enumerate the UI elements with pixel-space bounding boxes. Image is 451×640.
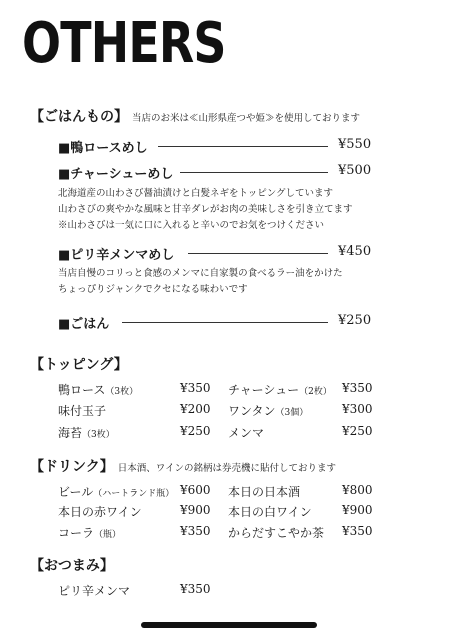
menu-item-price: ¥350 bbox=[180, 381, 211, 395]
menu-item-price: ¥450 bbox=[338, 244, 372, 259]
menu-item-price: ¥500 bbox=[338, 163, 372, 178]
leader-line bbox=[188, 253, 328, 254]
menu-item-name bbox=[228, 524, 324, 541]
menu-item-name bbox=[58, 483, 174, 500]
menu-item-name bbox=[58, 381, 138, 398]
section-drink-title: 【ドリンク】 bbox=[30, 459, 114, 475]
section-gohan-heading bbox=[30, 106, 360, 126]
item-label: コーラ bbox=[58, 526, 95, 540]
item-sublabel: （3個） bbox=[275, 408, 309, 418]
section-drink-heading bbox=[30, 456, 336, 476]
item-label: 鴨ロース bbox=[58, 383, 106, 397]
item-label: 味付玉子 bbox=[58, 404, 107, 418]
menu-item-price: ¥350 bbox=[342, 381, 373, 395]
section-drink-note: 日本酒、ワインの銘柄は券売機に貼付しております bbox=[117, 463, 336, 474]
menu-item-name bbox=[228, 402, 308, 419]
menu-item-name bbox=[58, 524, 121, 541]
menu-item-price: ¥800 bbox=[342, 483, 373, 497]
home-indicator[interactable] bbox=[141, 622, 317, 628]
menu-item-price: ¥200 bbox=[180, 402, 211, 416]
section-topping-heading: 【トッピング】 bbox=[30, 357, 128, 373]
menu-item-description bbox=[58, 186, 353, 234]
item-sublabel: （2枚） bbox=[299, 387, 332, 397]
menu-item-price: ¥250 bbox=[338, 313, 372, 328]
menu-item-name bbox=[58, 402, 106, 419]
description-line: 山わさびの爽やかな風味と甘辛ダレがお肉の美味しさを引き立てます bbox=[58, 204, 353, 215]
menu-item-name bbox=[228, 483, 300, 500]
menu-item-price: ¥550 bbox=[338, 137, 372, 152]
menu-item-price: ¥250 bbox=[342, 424, 373, 438]
leader-line bbox=[158, 146, 328, 147]
item-label: ピリ辛メンマ bbox=[58, 584, 131, 598]
page-title: OTHERS bbox=[22, 11, 226, 76]
menu-item-description bbox=[58, 266, 343, 298]
menu-item-name bbox=[228, 424, 264, 441]
description-line: ちょっぴりジャンクでクセになる味わいです bbox=[58, 284, 248, 295]
item-label: 本日の日本酒 bbox=[228, 485, 301, 499]
section-gohan-note: 当店のお米は≪山形県産つや姫≫を使用しております bbox=[132, 113, 361, 124]
menu-item-price: ¥350 bbox=[180, 582, 211, 596]
item-sublabel: （3枚） bbox=[105, 387, 139, 397]
menu-item-price: ¥350 bbox=[180, 524, 211, 538]
description-line: ※山わさびは一気に口に入れると辛いのでお気をつけください bbox=[58, 220, 325, 231]
item-label: ワンタン bbox=[228, 404, 276, 418]
menu-item-price: ¥350 bbox=[342, 524, 373, 538]
item-label: からだすこやか茶 bbox=[228, 526, 325, 540]
menu-item-price: ¥900 bbox=[180, 503, 211, 517]
menu-item-name bbox=[58, 424, 115, 441]
item-sublabel: （ハートランド瓶） bbox=[93, 489, 175, 499]
menu-item-name bbox=[228, 503, 312, 520]
description-line: 当店自慢のコリっと食感のメンマに自家製の食べるラー油をかけた bbox=[58, 268, 343, 279]
menu-item-name bbox=[58, 503, 142, 520]
menu-item-price: ¥250 bbox=[180, 424, 211, 438]
item-label: チャーシュー bbox=[228, 383, 300, 397]
menu-item-name: ■チャーシューめし bbox=[58, 167, 174, 182]
item-label: 本日の白ワイン bbox=[228, 505, 312, 519]
item-sublabel: （3枚） bbox=[82, 430, 115, 440]
menu-item-name: ■ごはん bbox=[58, 317, 110, 332]
item-label: 海苔 bbox=[58, 426, 83, 440]
item-label: ビール bbox=[58, 485, 94, 499]
leader-line bbox=[122, 322, 328, 323]
menu-item-price: ¥600 bbox=[180, 483, 211, 497]
item-sublabel: （瓶） bbox=[94, 530, 122, 540]
section-gohan-title: 【ごはんもの】 bbox=[30, 109, 128, 125]
section-otsumami-heading: 【おつまみ】 bbox=[30, 558, 114, 574]
menu-item-name bbox=[228, 381, 332, 398]
menu-item-name: ■ピリ辛メンマめし bbox=[58, 248, 175, 263]
item-label: メンマ bbox=[228, 426, 265, 440]
item-label: 本日の赤ワイン bbox=[58, 505, 142, 519]
menu-item-name: ■鴨ロースめし bbox=[58, 141, 148, 156]
menu-item-price: ¥900 bbox=[342, 503, 373, 517]
menu-item-price: ¥300 bbox=[342, 402, 373, 416]
leader-line bbox=[180, 172, 328, 173]
menu-item-name bbox=[58, 582, 130, 599]
description-line: 北海道産の山わさび醤油漬けと白髪ネギをトッピングしています bbox=[58, 188, 334, 199]
